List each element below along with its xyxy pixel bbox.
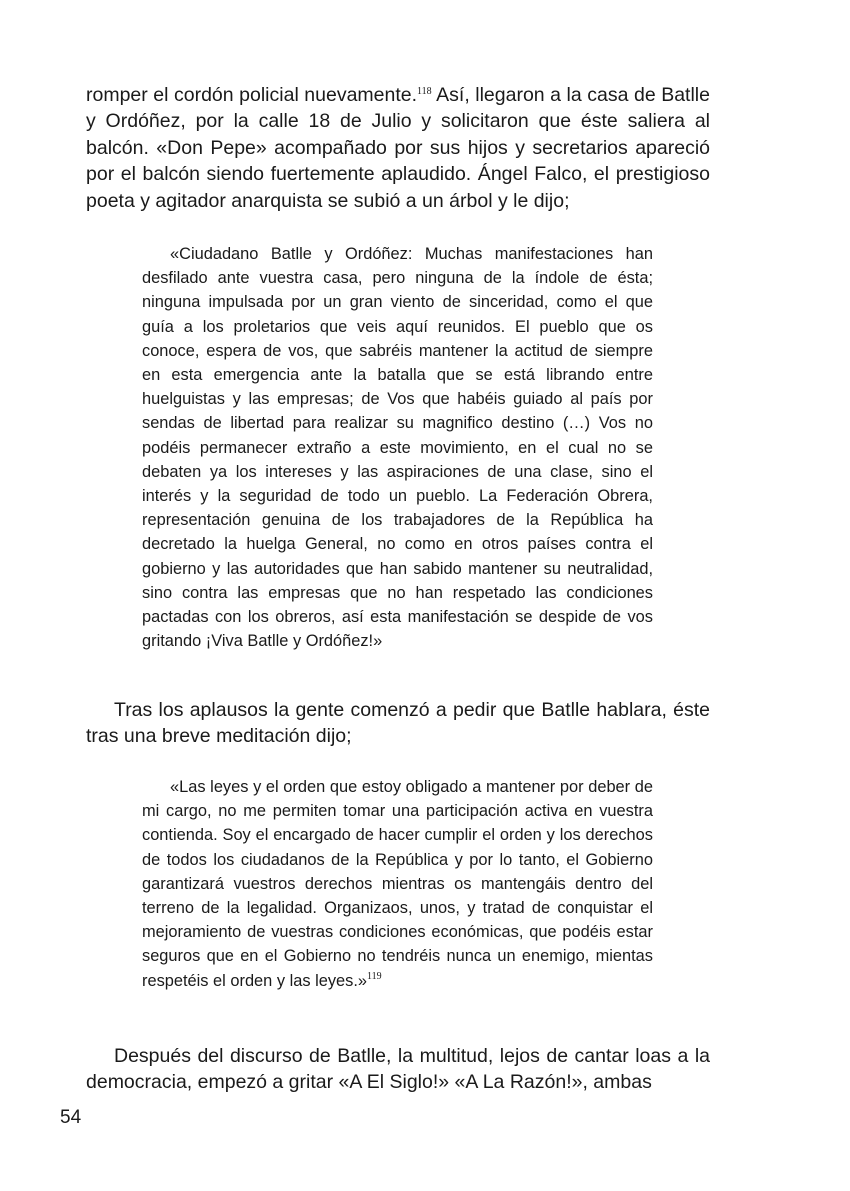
paragraph-applause: Tras los aplausos la gente comenzó a pedir que Batlle hablara, éste tras una breve meditación dijo; — [86, 699, 710, 748]
paragraph-text-continued: Así, llegaron a la casa de Batlle y Ordóñez, por la calle 18 de Julio y solicitaron que éste saliera al balcón. «Don Pepe» acompañado por sus hijos y secretarios apareció por el balcón siendo fuertemente aplaudido. Ángel Falco, el prestigioso poeta y agitador anarquista se subió a un árbol y le dijo; — [86, 84, 710, 212]
footnote-marker-119: 119 — [367, 970, 382, 982]
paragraph-text: romper el cordón policial nuevamente. — [86, 84, 418, 106]
page-number: 54 — [60, 1107, 82, 1128]
quote-text: «Las leyes y el orden que estoy obligado a mantener por deber de mi cargo, no me permiten tomar una participación activa en vuestra contienda. Soy el encargado de hacer cumplir el orden y los derechos de todos los ciudadanos de la República y por lo tanto, el Gobierno garantizará vuestros derechos mientras os mantengáis dentro del terreno de la legalidad. Organizaos, unos, y tratad de conquistar el mejoramiento de vuestras condiciones económicas, que podéis estar seguros que en el Gobierno no tendréis nunca un enemigo, mientas respetéis el orden y las leyes.» — [142, 778, 653, 990]
block-quote-batlle — [142, 775, 653, 993]
block-quote-falco: «Ciudadano Batlle y Ordóñez: Muchas manifestaciones han desfilado ante vuestra casa, pero ninguna de la índole de ésta; ninguna impulsada por un gran viento de sinceridad, como el que guía a los proletarios que veis aquí reunidos. El pueblo que os conoce, espera de vos, que sabréis mantener la actitud de siempre en esta emergencia ante la batalla que se está librando entre huelguistas y las empresas; de Vos que habéis guiado al país por sendas de libertad para realizar su magnifico destino (…) Vos no podéis permanecer extraño a este movimiento, en el cual no se debaten ya los intereses y las aspiraciones de una clase, sino el interés y la seguridad de todo un pueblo. La Federación Obrera, representación genuina de los trabajadores de la República ha decretado la huelga General, no como en otros países contra el gobierno y las autoridades que han sabido mantener su neutralidad, sino contra las empresas que no han respetado las condiciones pactadas con los obreros, así esta manifestación se despide de vos gritando ¡Viva Batlle y Ordóñez!» — [142, 245, 653, 651]
paragraph-ambush-balcony — [86, 82, 710, 214]
paragraph-after-speech: Después del discurso de Batlle, la multitud, lejos de cantar loas a la democracia, empezó a gritar «A El Siglo!» «A La Razón!», ambas — [86, 1045, 710, 1094]
footnote-marker-118: 118 — [417, 86, 432, 97]
